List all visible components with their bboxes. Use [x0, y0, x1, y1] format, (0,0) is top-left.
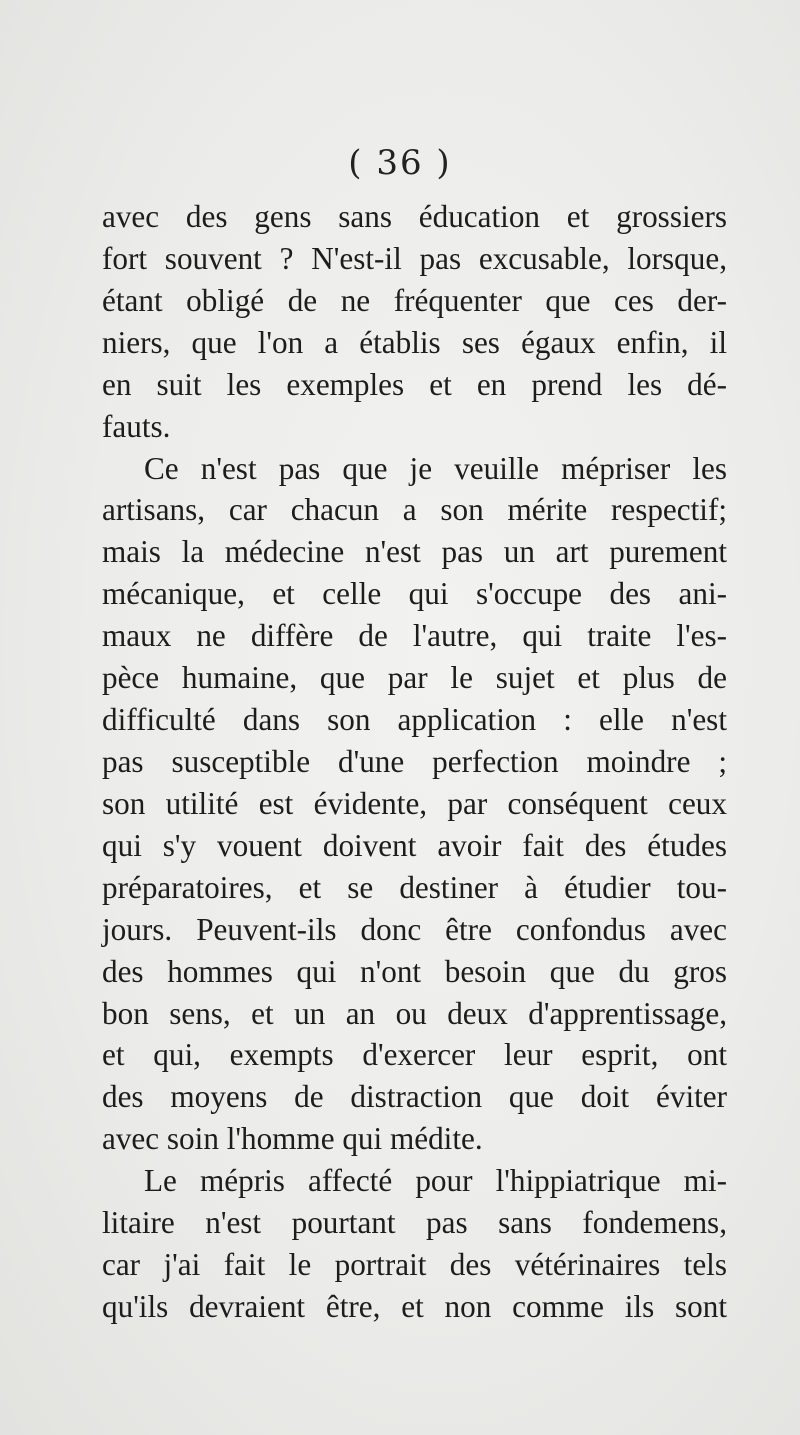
text-line: avec des gens sans éducation et grossiers — [102, 199, 727, 234]
text-line: niers, que l'on a établis ses égaux enfin, il — [102, 324, 727, 360]
text-line: Le mépris affecté pour l'hippiatrique mi- — [144, 1163, 727, 1199]
text-line: car j'ai fait le portrait des vétérinaires tels — [102, 1247, 727, 1283]
body-text — [102, 196, 727, 1328]
text-line: fauts. — [102, 408, 171, 444]
page-number: ( 36 ) — [348, 143, 452, 183]
text-line: mais la médecine n'est pas un art purement — [102, 534, 727, 570]
text-line: litaire n'est pourtant pas sans fondemens, — [102, 1205, 727, 1241]
text-line: jours. Peuvent-ils donc être confondus avec — [102, 911, 727, 947]
text-line: des hommes qui n'ont besoin que du gros — [102, 953, 727, 989]
text-line: pèce humaine, que par le sujet et plus de — [102, 660, 727, 696]
text-line: bon sens, et un an ou deux d'apprentissage, — [102, 995, 727, 1031]
text-line: fort souvent ? N'est-il pas excusable, lorsque, — [102, 240, 727, 276]
text-line: maux ne diffère de l'autre, qui traite l'es- — [102, 618, 727, 654]
text-line: avec soin l'homme qui médite. — [102, 1121, 483, 1157]
text-line: qui s'y vouent doivent avoir fait des études — [102, 827, 727, 863]
text-line: en suit les exemples et en prend les dé- — [102, 366, 727, 402]
text-line: qu'ils devraient être, et non comme ils sont — [102, 1288, 727, 1324]
text-line: artisans, car chacun a son mérite respectif; — [102, 492, 727, 528]
text-line: préparatoires, et se destiner à étudier tou- — [102, 869, 727, 905]
text-line: étant obligé de ne fréquenter que ces der- — [102, 282, 727, 318]
text-line: des moyens de distraction que doit éviter — [102, 1079, 727, 1115]
text-line: et qui, exempts d'exercer leur esprit, ont — [102, 1037, 727, 1073]
text-line: mécanique, et celle qui s'occupe des ani- — [102, 576, 727, 612]
text-line: pas susceptible d'une perfection moindre ; — [102, 743, 727, 779]
text-line: difficulté dans son application : elle n'est — [102, 702, 727, 738]
text-line: son utilité est évidente, par conséquent ceux — [102, 785, 727, 821]
text-line: Ce n'est pas que je veuille mépriser les — [144, 450, 727, 486]
